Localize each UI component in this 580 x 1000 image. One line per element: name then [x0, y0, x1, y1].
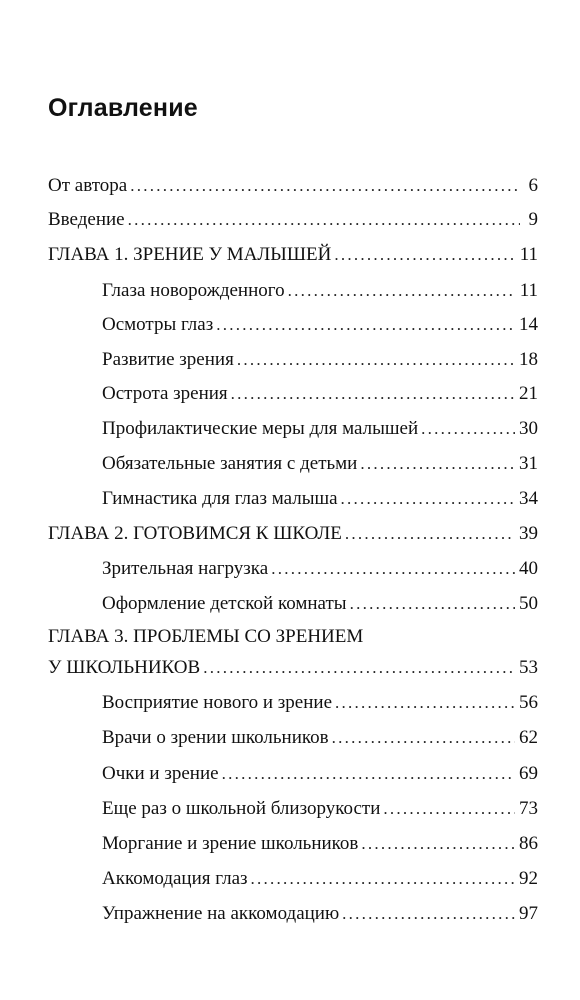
toc-page-number: 53 — [519, 657, 538, 678]
toc-entry-title: Обязательные занятия с детьми — [102, 453, 358, 474]
toc-subentry — [102, 902, 538, 926]
dot-leader — [251, 867, 515, 891]
toc-chapter-entry — [48, 243, 538, 267]
toc-page-number: 40 — [519, 558, 538, 579]
toc-chapter-entry — [48, 208, 538, 232]
dot-leader — [383, 797, 515, 821]
toc-page-number: 9 — [528, 209, 538, 230]
toc-page-number: 69 — [519, 763, 538, 784]
toc-page-number: 6 — [528, 175, 538, 196]
toc-entry-title: Введение — [48, 209, 125, 230]
toc-page-number: 50 — [519, 593, 538, 614]
dot-leader — [360, 452, 515, 476]
toc-page-number: 97 — [519, 903, 538, 924]
dot-leader — [335, 691, 515, 715]
toc-entry-title: Профилактические меры для малышей — [102, 418, 419, 439]
toc-page-number: 11 — [519, 244, 538, 265]
dot-leader — [421, 417, 515, 441]
toc-subentry — [102, 279, 538, 303]
toc-page-number: 11 — [519, 280, 538, 301]
dot-leader — [288, 279, 516, 303]
toc-entry-title: Глаза новорожденного — [102, 280, 285, 301]
toc-entry-title: ГЛАВА 2. ГОТОВИМСЯ К ШКОЛЕ — [48, 523, 342, 544]
toc-subentry — [102, 487, 538, 511]
toc-entry-title: Еще раз о школьной близорукости — [102, 798, 381, 819]
dot-leader — [341, 487, 515, 511]
toc-subentry — [102, 691, 538, 715]
toc-page-number: 21 — [519, 383, 538, 404]
toc-entry-title: От автора — [48, 175, 128, 196]
toc-subentry — [102, 726, 538, 750]
toc-page-number: 34 — [519, 488, 538, 509]
dot-leader — [334, 243, 515, 267]
toc-entry-title: Моргание и зрение школьников — [102, 833, 359, 854]
toc-entry-title: Развитие зрения — [102, 349, 234, 370]
toc-chapter-entry — [48, 522, 538, 546]
dot-leader — [342, 902, 515, 926]
dot-leader — [203, 656, 515, 680]
toc-page-number: 92 — [519, 868, 538, 889]
toc-page-number: 62 — [519, 727, 538, 748]
toc-entry-title: Аккомодация глаз — [102, 868, 248, 889]
toc-subentry — [102, 797, 538, 821]
dot-leader — [231, 382, 515, 406]
dot-leader — [222, 762, 515, 786]
toc-entry-title: У ШКОЛЬНИКОВ — [48, 657, 201, 678]
toc-page-number: 18 — [519, 349, 538, 370]
toc-page-number: 14 — [519, 314, 538, 335]
dot-leader — [332, 726, 515, 750]
toc-entry-title-line: ГЛАВА 3. ПРОБЛЕМЫ СО ЗРЕНИЕМ — [48, 626, 364, 647]
toc-entry-title: ГЛАВА 1. ЗРЕНИЕ У МАЛЫШЕЙ — [48, 244, 332, 265]
toc-subentry — [102, 348, 538, 372]
toc-subentry — [102, 762, 538, 786]
toc-entry-title: Очки и зрение — [102, 763, 219, 784]
toc-entry-title: Зрительная нагрузка — [102, 558, 269, 579]
toc-subentry — [102, 452, 538, 476]
toc-page-number: 31 — [519, 453, 538, 474]
toc-subentry — [102, 313, 538, 337]
toc-entry-title: Восприятие нового и зрение — [102, 692, 333, 713]
toc-page-number: 56 — [519, 692, 538, 713]
dot-leader — [361, 832, 515, 856]
toc-subentry — [102, 417, 538, 441]
dot-leader — [345, 522, 515, 546]
toc-chapter-entry — [48, 174, 538, 198]
toc-page-number: 73 — [519, 798, 538, 819]
dot-leader — [271, 557, 515, 581]
toc-subentry — [102, 557, 538, 581]
toc-heading: Оглавление — [48, 94, 198, 122]
toc-subentry — [102, 382, 538, 406]
toc-entry-title: Острота зрения — [102, 383, 228, 404]
toc-entry-title: Упражнение на аккомодацию — [102, 903, 340, 924]
toc-entry-title: Врачи о зрении школьников — [102, 727, 329, 748]
dot-leader — [128, 208, 520, 232]
dot-leader — [130, 174, 520, 198]
toc-page-number: 39 — [519, 523, 538, 544]
toc-chapter-entry — [48, 656, 538, 680]
toc-subentry — [102, 832, 538, 856]
toc-entry-title: Осмотры глаз — [102, 314, 214, 335]
toc-subentry — [102, 867, 538, 891]
dot-leader — [237, 348, 515, 372]
toc-page-number: 86 — [519, 833, 538, 854]
toc-subentry — [102, 592, 538, 616]
dot-leader — [350, 592, 515, 616]
toc-entry-title: Оформление детской комнаты — [102, 593, 347, 614]
toc-entry-title: Гимнастика для глаз малыша — [102, 488, 338, 509]
dot-leader — [216, 313, 515, 337]
toc-page-number: 30 — [519, 418, 538, 439]
